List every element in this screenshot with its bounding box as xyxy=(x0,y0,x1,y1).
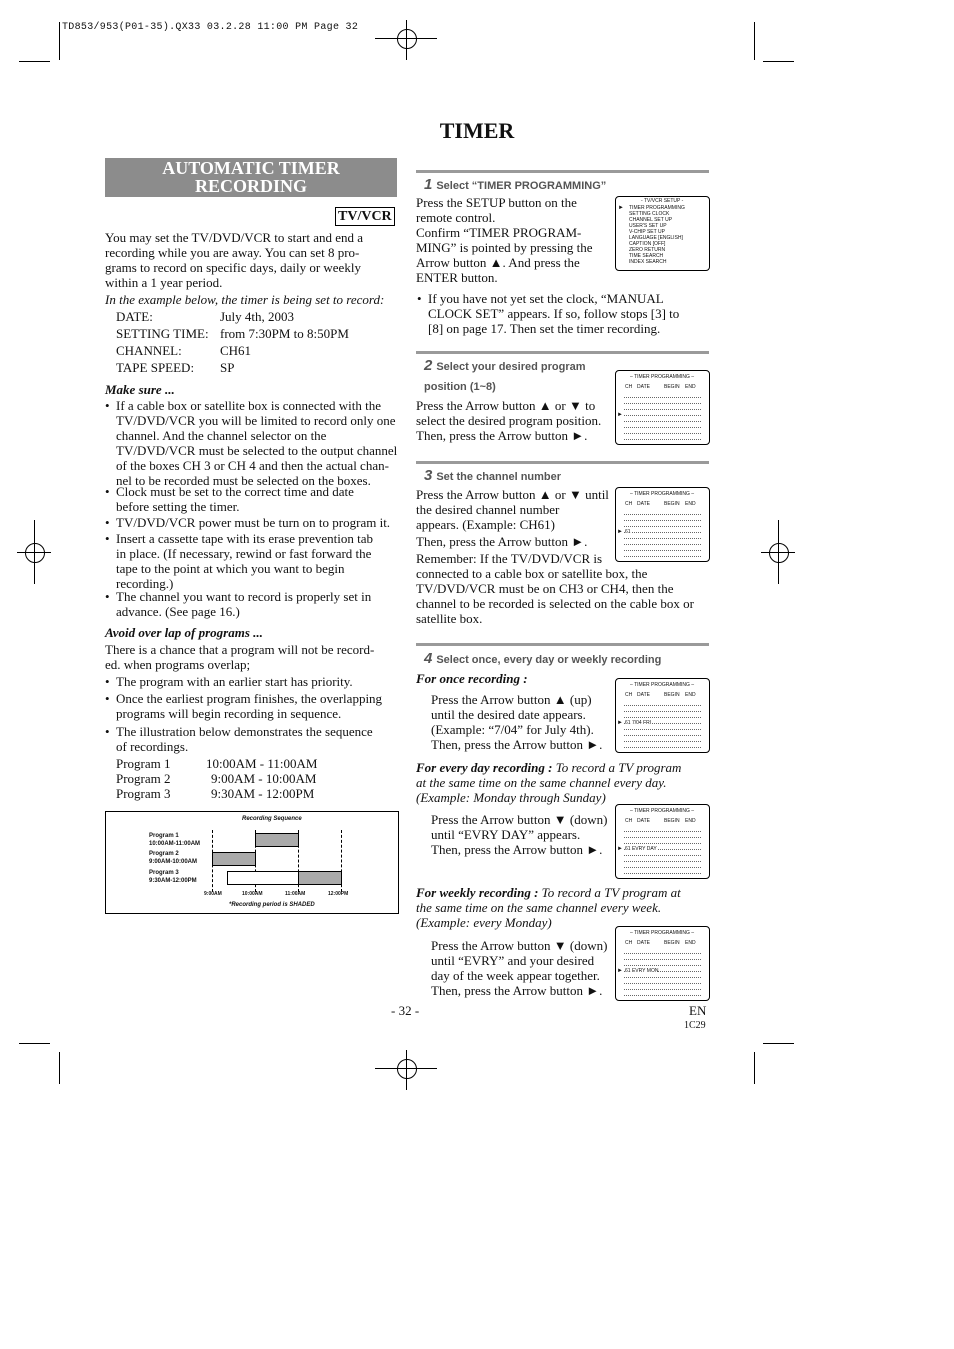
timer-screen-every-day xyxy=(615,804,710,879)
screen-title: – TIMER PROGRAMMING – xyxy=(630,491,695,497)
empty-program-row xyxy=(624,550,701,552)
column-header: CH xyxy=(625,692,633,698)
program-2-bar xyxy=(212,852,256,866)
once-text: Press the Arrow button ▲ (up) until the desired date appears. (Example: “7/04” for July 4th). Then, press the Arrow button ►. xyxy=(431,692,603,752)
empty-program-row xyxy=(624,735,701,737)
page-title: TIMER xyxy=(439,118,515,143)
empty-program-row xyxy=(624,953,701,955)
empty-program-row xyxy=(624,741,701,743)
make-sure-heading: Make sure ... xyxy=(105,382,175,397)
crop-mark xyxy=(754,22,755,60)
column-header: END xyxy=(685,818,696,824)
step-3-text: Press the Arrow button ▲ or ▼ until the desired channel number appears. (Example: CH61) Then, press the Arrow button ►. Remember: If the TV/DVD/VCR is connected to a cable box or satellite box, the TV/DVD/VCR must be on CH3 or CH4, then the channel to be recorded is selected on the cable box or satellite box. xyxy=(416,487,694,626)
empty-program-row xyxy=(624,415,701,417)
timer-screen-weekly xyxy=(615,926,710,1001)
avoid-text: There is a chance that a program will not be record- ed. when programs overlap; xyxy=(105,642,375,672)
step-3-heading: 3 Set the channel number xyxy=(424,467,562,484)
selected-program-row: 61 EVRY DAY xyxy=(625,846,657,852)
empty-program-row xyxy=(624,729,701,731)
empty-program-row xyxy=(624,995,701,997)
step-divider xyxy=(416,643,709,646)
list-item: • The program with an earlier start has priority. xyxy=(116,674,406,689)
program-1-bar xyxy=(255,833,299,847)
empty-program-row xyxy=(624,514,701,516)
empty-program-row xyxy=(624,837,701,839)
empty-program-row xyxy=(624,705,701,707)
crop-mark xyxy=(763,1043,794,1044)
example-intro: In the example below, the timer is being set to record: xyxy=(105,292,385,307)
crop-mark xyxy=(754,1052,755,1084)
tick-label: 11:00AM xyxy=(285,891,306,897)
crop-mark xyxy=(59,1052,60,1084)
recording-sequence-diagram xyxy=(105,811,399,914)
doc-code: 1C29 xyxy=(684,1020,706,1031)
crop-mark xyxy=(19,61,50,62)
program-list: Program 1 10:00AM - 11:00AM Program 2 9:00AM - 10:00AM Program 3 9:30AM - 12:00PM xyxy=(116,756,318,801)
step-2-heading: 2 Select your desired program xyxy=(424,357,586,374)
column-header: DATE xyxy=(637,501,650,507)
list-item: • If a cable box or satellite box is connected with the TV/DVD/VCR you will be limited to record only one channel. And the channel selector on the TV/DVD/VCR must be selected to the output channel of the boxes CH 3 or CH 4 and then the actual chan- nel to be recorded must be selected on the boxes. xyxy=(116,398,406,488)
column-header: DATE xyxy=(637,940,650,946)
cursor-arrow-icon: ► xyxy=(617,846,623,852)
program-3-bar-unshaded xyxy=(227,871,299,885)
tick-label: 10:00AM xyxy=(242,891,263,897)
selected-program-row: 61 xyxy=(625,529,631,535)
timer-screen-channel xyxy=(615,487,710,562)
list-item: • Once the earliest program finishes, the overlapping programs will begin recording in sequence. xyxy=(116,691,406,721)
empty-program-row xyxy=(624,421,701,423)
screen-title: – TIMER PROGRAMMING – xyxy=(630,930,695,936)
page-number: - 32 - xyxy=(391,1003,420,1018)
diagram-label: Program 2 9:00AM-10:00AM xyxy=(149,851,198,865)
empty-program-row xyxy=(624,433,701,435)
diagram-label: Program 1 10:00AM-11:00AM xyxy=(149,833,201,847)
diagram-title: Recording Sequence xyxy=(242,816,302,822)
column-header: DATE xyxy=(637,818,650,824)
cursor-arrow-icon: ► xyxy=(618,205,624,211)
column-header: DATE xyxy=(637,384,650,390)
setup-menu-screen: - TV/VCR SETUP - ► TIMER PROGRAMMING SETTING CLOCK CHANNEL SET UP USER'S SET UP V-CHIP SET UP LANGUAGE [ENGLISH] CAPTION [OFF] ZERO RETURN TIME SEARCH INDEX SEARCH xyxy=(615,196,710,271)
screen-title: – TIMER PROGRAMMING – xyxy=(630,682,695,688)
step-divider xyxy=(416,461,709,464)
step-divider xyxy=(416,351,709,354)
empty-program-row xyxy=(624,867,701,869)
program-3-bar xyxy=(298,871,342,885)
every-day-text: Press the Arrow button ▼ (down) until “EVRY DAY” appears. Then, press the Arrow button ►. xyxy=(431,812,608,857)
column-header: END xyxy=(685,384,696,390)
empty-program-row xyxy=(624,977,701,979)
empty-program-row xyxy=(624,873,701,875)
step-1-heading: 1 Select “TIMER PROGRAMMING” xyxy=(424,176,607,193)
empty-program-row xyxy=(624,403,701,405)
tick-label: 9:00AM xyxy=(204,891,222,897)
tick-label: 12:00PM xyxy=(328,891,349,897)
example-table: DATE: July 4th, 2003 SETTING TIME: from 7:30PM to 8:50PM CHANNEL: CH61 TAPE SPEED: SP xyxy=(116,309,349,375)
cursor-arrow-icon: ► xyxy=(617,412,623,418)
diagram-note: *Recording period is SHADED xyxy=(229,902,315,908)
step-2-text: Press the Arrow button ▲ or ▼ to select the desired program position. Then, press the Arrow button ►. xyxy=(416,398,602,443)
column-header: CH xyxy=(625,501,633,507)
crop-mark xyxy=(19,1043,50,1044)
empty-program-row xyxy=(624,526,701,528)
column-header: CH xyxy=(625,818,633,824)
timer-screen-position xyxy=(615,370,710,445)
column-header: BEGIN xyxy=(664,818,680,824)
column-header: DATE xyxy=(637,692,650,698)
cursor-arrow-icon: ► xyxy=(617,529,623,535)
empty-program-row xyxy=(624,983,701,985)
step-1-text: Press the SETUP button on the remote control. Confirm “TIMER PROGRAM- MING” is pointed by pressing the Arrow button ▲. And press the ENTER button. xyxy=(416,195,593,285)
column-header: BEGIN xyxy=(664,501,680,507)
weekly-description: For weekly recording : To record a TV program at the same time on the same channel every week. (Example: every Monday) xyxy=(416,885,681,930)
once-heading: For once recording : xyxy=(416,671,528,686)
column-header: END xyxy=(685,940,696,946)
column-header: CH xyxy=(625,384,633,390)
every-day-description: For every day recording : To record a TV program at the same time on the same channel every day. (Example: Monday through Sunday) xyxy=(416,760,682,805)
selected-program-row: 61 7/04 FRI xyxy=(625,720,652,726)
step-2-heading-line2: position (1~8) xyxy=(424,381,496,393)
step-divider xyxy=(416,170,709,173)
weekly-text: Press the Arrow button ▼ (down) until “EVRY” and your desired day of the week appear together. Then, press the Arrow button ►. xyxy=(431,938,608,998)
empty-program-row xyxy=(624,397,701,399)
empty-program-row xyxy=(624,439,701,441)
empty-program-row xyxy=(624,855,701,857)
tv-vcr-badge: TV/VCR xyxy=(335,207,395,226)
column-header: BEGIN xyxy=(664,940,680,946)
empty-program-row xyxy=(624,989,701,991)
print-header: TD853/953(P01-35).QX33 03.2.28 11:00 PM Page 32 xyxy=(62,22,359,33)
avoid-heading: Avoid over lap of programs ... xyxy=(105,625,263,640)
empty-program-row xyxy=(624,959,701,961)
empty-program-row xyxy=(624,427,701,429)
list-item: • If you have not yet set the clock, “MANUAL CLOCK SET” appears. If so, follow stops [3] to [8] on page 17. Then set the timer recording. xyxy=(428,291,718,336)
empty-program-row xyxy=(624,544,701,546)
list-item: • The channel you want to record is properly set in advance. (See page 16.) xyxy=(116,589,406,619)
list-item: • Insert a cassette tape with its erase prevention tab in place. (If necessary, rewind or fast forward the tape to the point at which you want to begin recording.) xyxy=(116,531,406,591)
empty-program-row xyxy=(624,409,701,411)
empty-program-row xyxy=(624,747,701,749)
column-header: BEGIN xyxy=(664,692,680,698)
list-item: • TV/DVD/VCR power must be turn on to program it. xyxy=(116,515,406,530)
empty-program-row xyxy=(624,532,701,534)
cursor-arrow-icon: ► xyxy=(617,720,623,726)
step-4-heading: 4 Select once, every day or weekly recording xyxy=(424,650,662,667)
cursor-arrow-icon: ► xyxy=(617,968,623,974)
column-header: END xyxy=(685,692,696,698)
language-code: EN xyxy=(689,1003,707,1018)
list-item: • Clock must be set to the correct time and date before setting the timer. xyxy=(116,484,406,514)
empty-program-row xyxy=(624,556,701,558)
selected-program-row: 61 EVRY MON xyxy=(625,968,659,974)
list-item: • The illustration below demonstrates the sequence of recordings. xyxy=(116,724,406,754)
column-header: BEGIN xyxy=(664,384,680,390)
column-header: END xyxy=(685,501,696,507)
empty-program-row xyxy=(624,520,701,522)
empty-program-row xyxy=(624,711,701,713)
section-title: AUTOMATIC TIMER RECORDING xyxy=(105,158,397,197)
column-header: CH xyxy=(625,940,633,946)
intro-paragraph: You may set the TV/DVD/VCR to start and end a recording while you are away. You can set 8 pro- grams to record on specific days, daily or weekly within a 1 year period. xyxy=(105,230,364,290)
empty-program-row xyxy=(624,965,701,967)
empty-program-row xyxy=(624,861,701,863)
screen-title: – TIMER PROGRAMMING – xyxy=(630,808,695,814)
empty-program-row xyxy=(624,717,701,719)
crop-mark xyxy=(763,61,794,62)
diagram-label: Program 3 9:30AM-12:00PM xyxy=(149,870,197,884)
empty-program-row xyxy=(624,831,701,833)
empty-program-row xyxy=(624,538,701,540)
timer-screen-once xyxy=(615,678,710,753)
empty-program-row xyxy=(624,843,701,845)
crop-mark xyxy=(59,22,60,60)
screen-title: – TIMER PROGRAMMING – xyxy=(630,374,695,380)
